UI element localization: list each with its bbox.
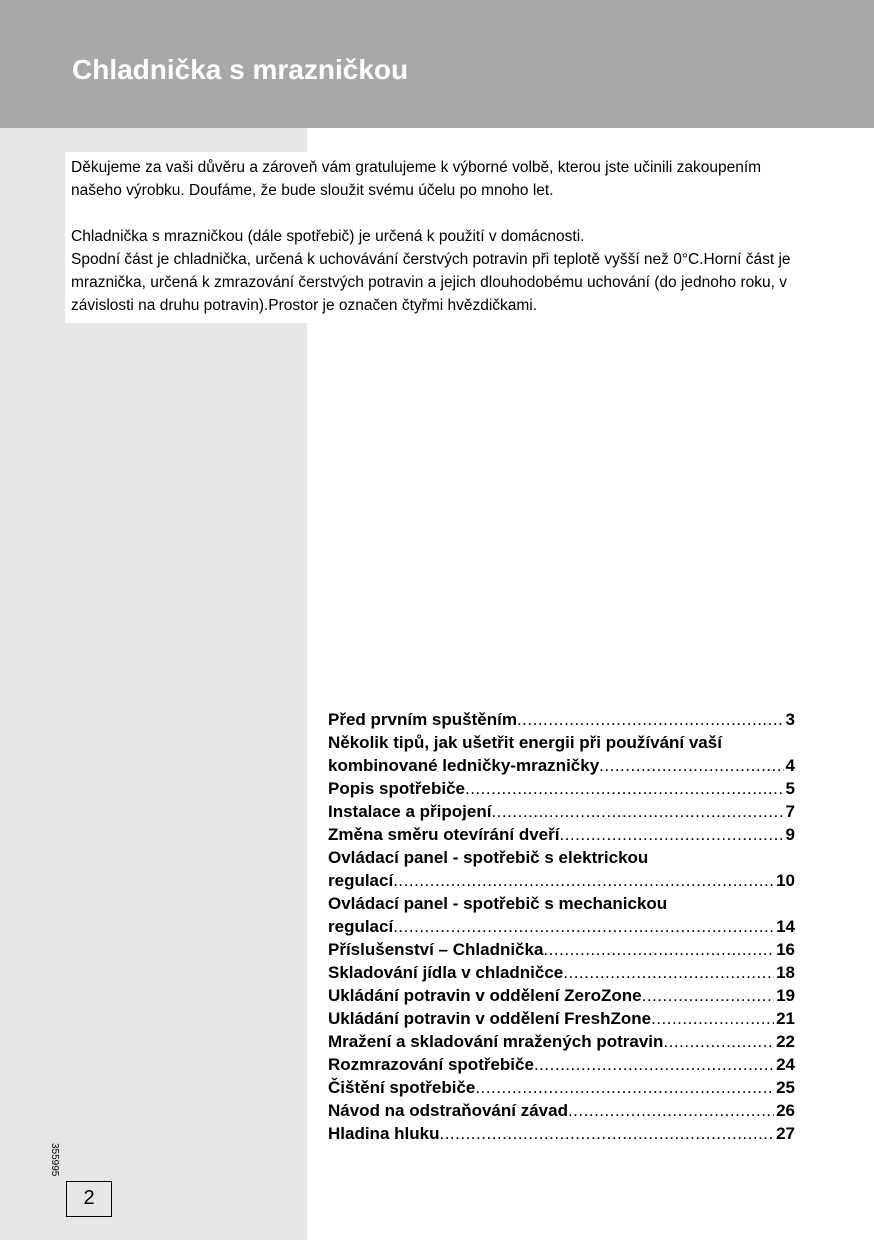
- toc-page-number: 26: [776, 1101, 795, 1120]
- toc-entry-title-line: Ovládací panel - spotřebič s mechanickou: [328, 894, 668, 913]
- toc-entry-title: kombinované ledničky-mrazničky: [328, 756, 600, 775]
- toc-entry[interactable]: [328, 1076, 795, 1099]
- toc-entry-title: Rozmrazování spotřebiče: [328, 1055, 534, 1074]
- toc-entry-line: [328, 984, 795, 1007]
- toc-entry-line: [328, 1099, 795, 1122]
- toc-entry[interactable]: [328, 823, 795, 846]
- toc-entry-line: [328, 915, 795, 938]
- toc-entry[interactable]: [328, 1030, 795, 1053]
- toc-dot-leader: [491, 800, 783, 823]
- toc-entry-title: Změna směru otevírání dveří: [328, 825, 560, 844]
- intro-paragraph-thanks: Děkujeme za vaši důvěru a zároveň vám gratulujeme k výborné volbě, kterou jste učinili zakoupením našeho výrobku. Doufáme, že bude sloužit svému účelu po mnoho let.: [71, 159, 762, 199]
- toc-dot-leader: [568, 1099, 774, 1122]
- toc-page-number: 22: [776, 1032, 795, 1051]
- toc-page-number: 16: [776, 940, 795, 959]
- toc-entry-line: [328, 869, 795, 892]
- toc-entry[interactable]: [328, 1053, 795, 1076]
- page-title: Chladnička s mrazničkou: [72, 54, 409, 85]
- toc-entry-line: [328, 1007, 795, 1030]
- intro-paragraph-purpose: Chladnička s mrazničkou (dále spotřebič) je určená k použití v domácnosti.: [71, 228, 585, 245]
- toc-entry-line: [328, 1053, 795, 1076]
- toc-dot-leader: [543, 938, 774, 961]
- toc-entry-line: [328, 1030, 795, 1053]
- toc-entry[interactable]: [328, 892, 795, 938]
- toc-page-number: 7: [785, 802, 795, 821]
- page-number: 2: [66, 1181, 112, 1217]
- toc-entry-title: Návod na odstraňování závad: [328, 1101, 568, 1120]
- toc-entry-title-line: Několik tipů, jak ušetřit energii při používání vaší: [328, 733, 722, 752]
- toc-entry-line: [328, 754, 795, 777]
- toc-entry-title: Mražení a skladování mražených potravin: [328, 1032, 664, 1051]
- toc-entry-title: regulací: [328, 871, 394, 890]
- toc-dot-leader: [534, 1053, 774, 1076]
- toc-entry-line: [328, 708, 795, 731]
- paragraph-gap: [71, 202, 795, 225]
- toc-entry[interactable]: [328, 846, 795, 892]
- toc-dot-leader: [599, 754, 783, 777]
- toc-page-number: 24: [776, 1055, 795, 1074]
- toc-page-number: 27: [776, 1124, 795, 1143]
- toc-entry-title: Hladina hluku: [328, 1124, 440, 1143]
- toc-page-number: 19: [776, 986, 795, 1005]
- intro-text: [65, 152, 795, 323]
- toc-entry[interactable]: [328, 731, 795, 777]
- toc-entry-title: Příslušenství – Chladnička: [328, 940, 544, 959]
- toc-page-number: 3: [785, 710, 795, 729]
- toc-dot-leader: [393, 869, 774, 892]
- toc-entry-line: [328, 777, 795, 800]
- toc-entry[interactable]: [328, 1099, 795, 1122]
- toc-page-number: 18: [776, 963, 795, 982]
- toc-entry[interactable]: [328, 961, 795, 984]
- toc-dot-leader: [475, 1076, 774, 1099]
- toc-page-number: 21: [776, 1009, 795, 1028]
- table-of-contents: [328, 708, 795, 1145]
- toc-entry[interactable]: [328, 777, 795, 800]
- toc-entry-title: Ukládání potravin v oddělení ZeroZone: [328, 986, 642, 1005]
- toc-entry-line: [328, 1122, 795, 1145]
- document-code: 355995: [49, 1143, 60, 1177]
- intro-paragraph-description: Spodní část je chladnička, určená k uchovávání čerstvých potravin při teplotě vyšší než 0°C.Horní část je mraznička, určená k zmrazování čerstvých potravin a jejich dlouhodobému uchování (do jednoho roku, v závislosti na druhu potravin).Prostor je označen čtyřmi hvězdičkami.: [71, 251, 791, 314]
- toc-dot-leader: [465, 777, 784, 800]
- toc-page-number: 5: [785, 779, 795, 798]
- toc-entry-title: Před prvním spuštěním: [328, 710, 517, 729]
- toc-entry-title: Skladování jídla v chladničce: [328, 963, 564, 982]
- toc-dot-leader: [559, 823, 783, 846]
- toc-entry[interactable]: [328, 984, 795, 1007]
- toc-dot-leader: [563, 961, 774, 984]
- toc-entry-title-line: Ovládací panel - spotřebič s elektrickou: [328, 848, 649, 867]
- toc-page-number: 10: [776, 871, 795, 890]
- toc-dot-leader: [439, 1122, 774, 1145]
- toc-dot-leader: [393, 915, 774, 938]
- toc-entry[interactable]: [328, 1122, 795, 1145]
- toc-page-number: 25: [776, 1078, 795, 1097]
- toc-entry-title: Instalace a připojení: [328, 802, 492, 821]
- toc-page-number: 14: [776, 917, 795, 936]
- toc-entry[interactable]: [328, 1007, 795, 1030]
- toc-dot-leader: [663, 1030, 774, 1053]
- toc-entry-line: [328, 823, 795, 846]
- toc-entry-line: [328, 961, 795, 984]
- toc-entry-title: Popis spotřebiče: [328, 779, 465, 798]
- toc-dot-leader: [517, 708, 784, 731]
- toc-page-number: 4: [785, 756, 795, 775]
- toc-page-number: 9: [785, 825, 795, 844]
- toc-entry-line: [328, 800, 795, 823]
- toc-entry-title: Čištění spotřebiče: [328, 1078, 476, 1097]
- toc-entry[interactable]: [328, 800, 795, 823]
- header-band: [0, 0, 874, 128]
- toc-entry-line: [328, 1076, 795, 1099]
- toc-dot-leader: [642, 984, 774, 1007]
- toc-dot-leader: [651, 1007, 774, 1030]
- toc-entry[interactable]: [328, 708, 795, 731]
- toc-entry-line: [328, 938, 795, 961]
- toc-entry-title: regulací: [328, 917, 394, 936]
- toc-entry[interactable]: [328, 938, 795, 961]
- toc-entry-title: Ukládání potravin v oddělení FreshZone: [328, 1009, 652, 1028]
